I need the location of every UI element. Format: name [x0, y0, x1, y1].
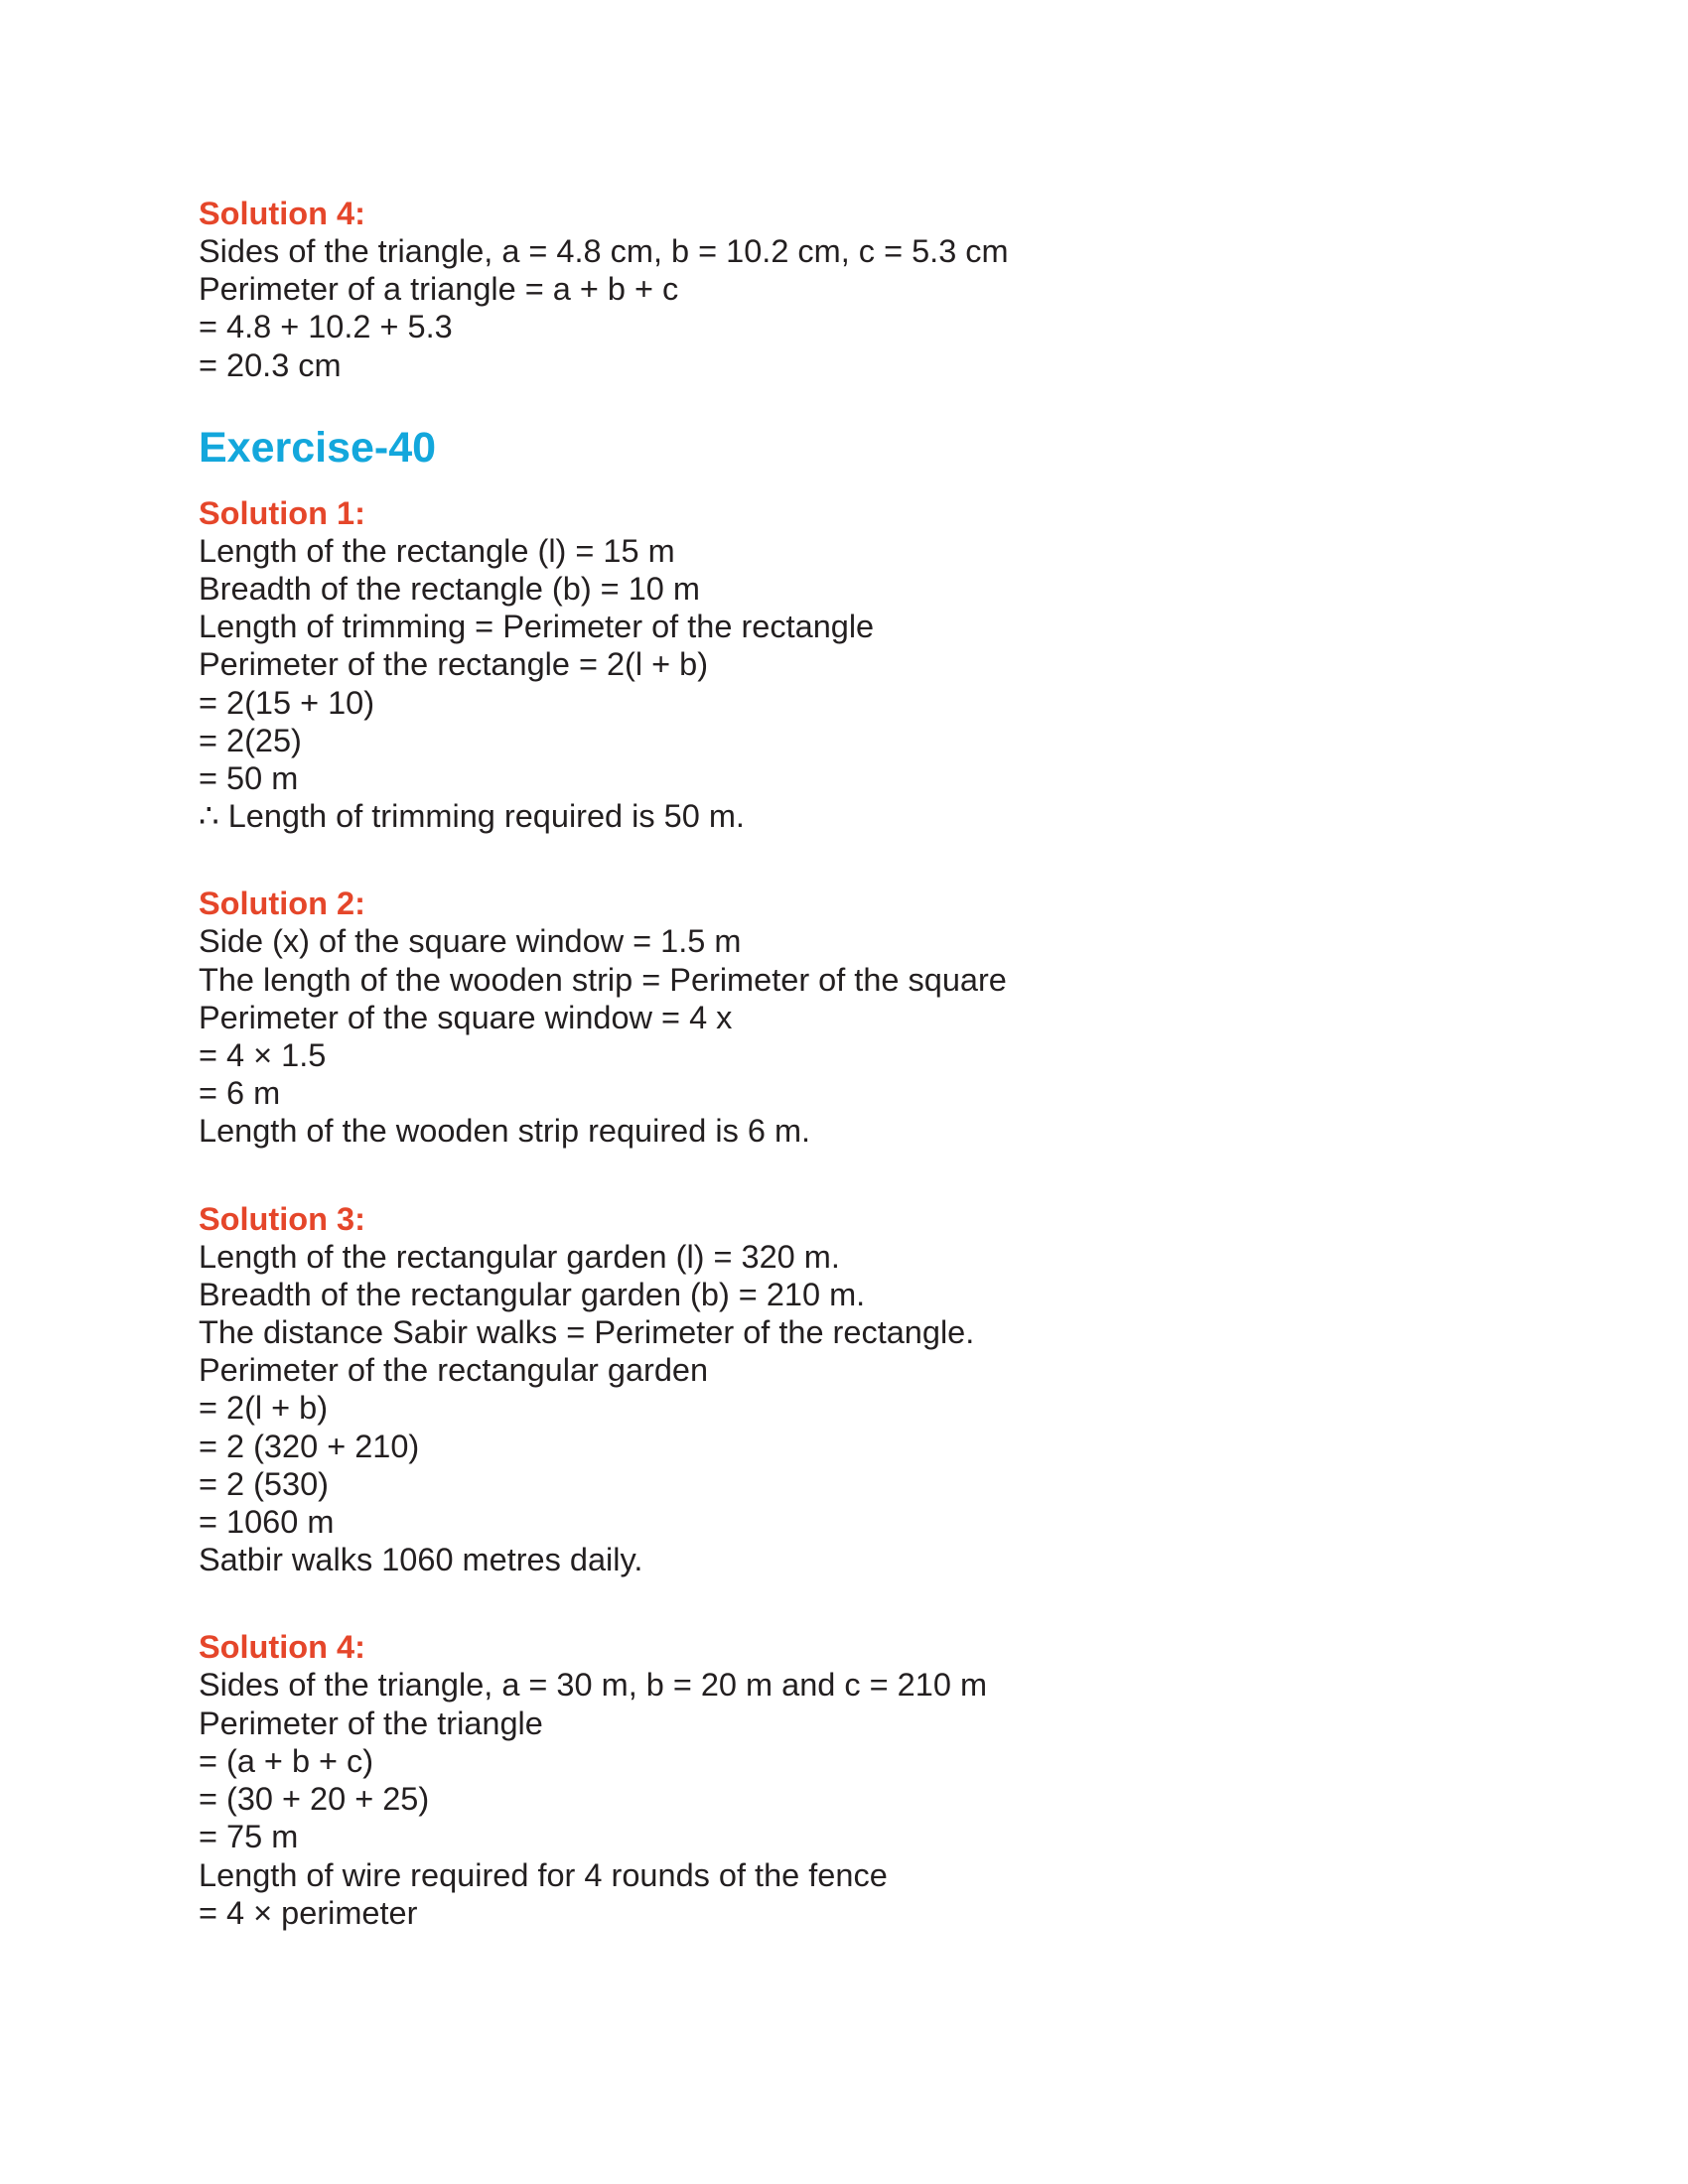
exercise-heading: Exercise-40 [199, 423, 437, 472]
solution-body [199, 1666, 1489, 1931]
solution-title: Solution 1: [199, 494, 365, 531]
solution-body [199, 532, 1489, 836]
solution-line: Perimeter of the square window = 4 x [199, 999, 733, 1035]
solution-line: The distance Sabir walks = Perimeter of the rectangle. [199, 1314, 975, 1351]
solution-line: Length of trimming = Perimeter of the rectangle [199, 609, 875, 645]
solution-line: = (a + b + c) [199, 1742, 374, 1779]
solution-block-1 [199, 494, 1489, 836]
solution-body [199, 922, 1489, 1150]
solution-line: Perimeter of a triangle = a + b + c [199, 271, 679, 308]
solution-block-3 [199, 1200, 1489, 1579]
solution-title: Solution 2: [199, 886, 365, 922]
solution-title: Solution 3: [199, 1200, 365, 1237]
solution-line: = 4 × 1.5 [199, 1037, 327, 1074]
solution-title: Solution 4: [199, 196, 365, 231]
solution-line: = 4 × perimeter [199, 1894, 418, 1931]
solution-line: The length of the wooden strip = Perimeter of the square [199, 961, 1007, 998]
solution-body [199, 232, 1489, 384]
solution-block-4 [199, 1628, 1489, 1931]
solution-line: Breadth of the rectangle (b) = 10 m [199, 571, 700, 608]
solution-line: ∴ Length of trimming required is 50 m. [199, 798, 745, 835]
solution-line: = 2(15 + 10) [199, 684, 375, 721]
solution-line: Satbir walks 1060 metres daily. [199, 1542, 643, 1578]
solution-line: = 1060 m [199, 1504, 335, 1541]
solution-line: = 2 (530) [199, 1465, 329, 1502]
solution-body [199, 1238, 1489, 1579]
solution-line: Perimeter of the triangle [199, 1705, 543, 1741]
document-page [199, 195, 1489, 1932]
solution-line: Breadth of the rectangular garden (b) = 210 m. [199, 1276, 866, 1312]
solution-line: Sides of the triangle, a = 4.8 cm, b = 10.2 cm, c = 5.3 cm [199, 233, 1009, 269]
solution-line: = 50 m [199, 760, 299, 797]
solution-line: Perimeter of the rectangular garden [199, 1352, 709, 1389]
solution-line: Perimeter of the rectangle = 2(l + b) [199, 646, 709, 683]
solution-line: = 2 (320 + 210) [199, 1428, 420, 1464]
solution-line: Length of the wooden strip required is 6 m. [199, 1113, 811, 1150]
solution-line: Length of the rectangular garden (l) = 320 m. [199, 1238, 840, 1275]
solution-line: Side (x) of the square window = 1.5 m [199, 923, 742, 960]
solution-block-top [199, 195, 1489, 384]
solution-line: = 2(l + b) [199, 1390, 329, 1427]
solution-line: Length of the rectangle (l) = 15 m [199, 532, 675, 569]
solution-line: = 75 m [199, 1819, 299, 1855]
solution-block-2 [199, 885, 1489, 1150]
solution-title: Solution 4: [199, 1629, 365, 1666]
solution-line: = 2(25) [199, 722, 302, 758]
solution-line: Length of wire required for 4 rounds of the fence [199, 1856, 888, 1893]
solution-line: = (30 + 20 + 25) [199, 1781, 430, 1818]
solution-line: = 4.8 + 10.2 + 5.3 [199, 309, 453, 345]
solution-line: = 20.3 cm [199, 346, 342, 383]
solution-line: Sides of the triangle, a = 30 m, b = 20 m and c = 210 m [199, 1667, 988, 1704]
solution-line: = 6 m [199, 1075, 281, 1112]
